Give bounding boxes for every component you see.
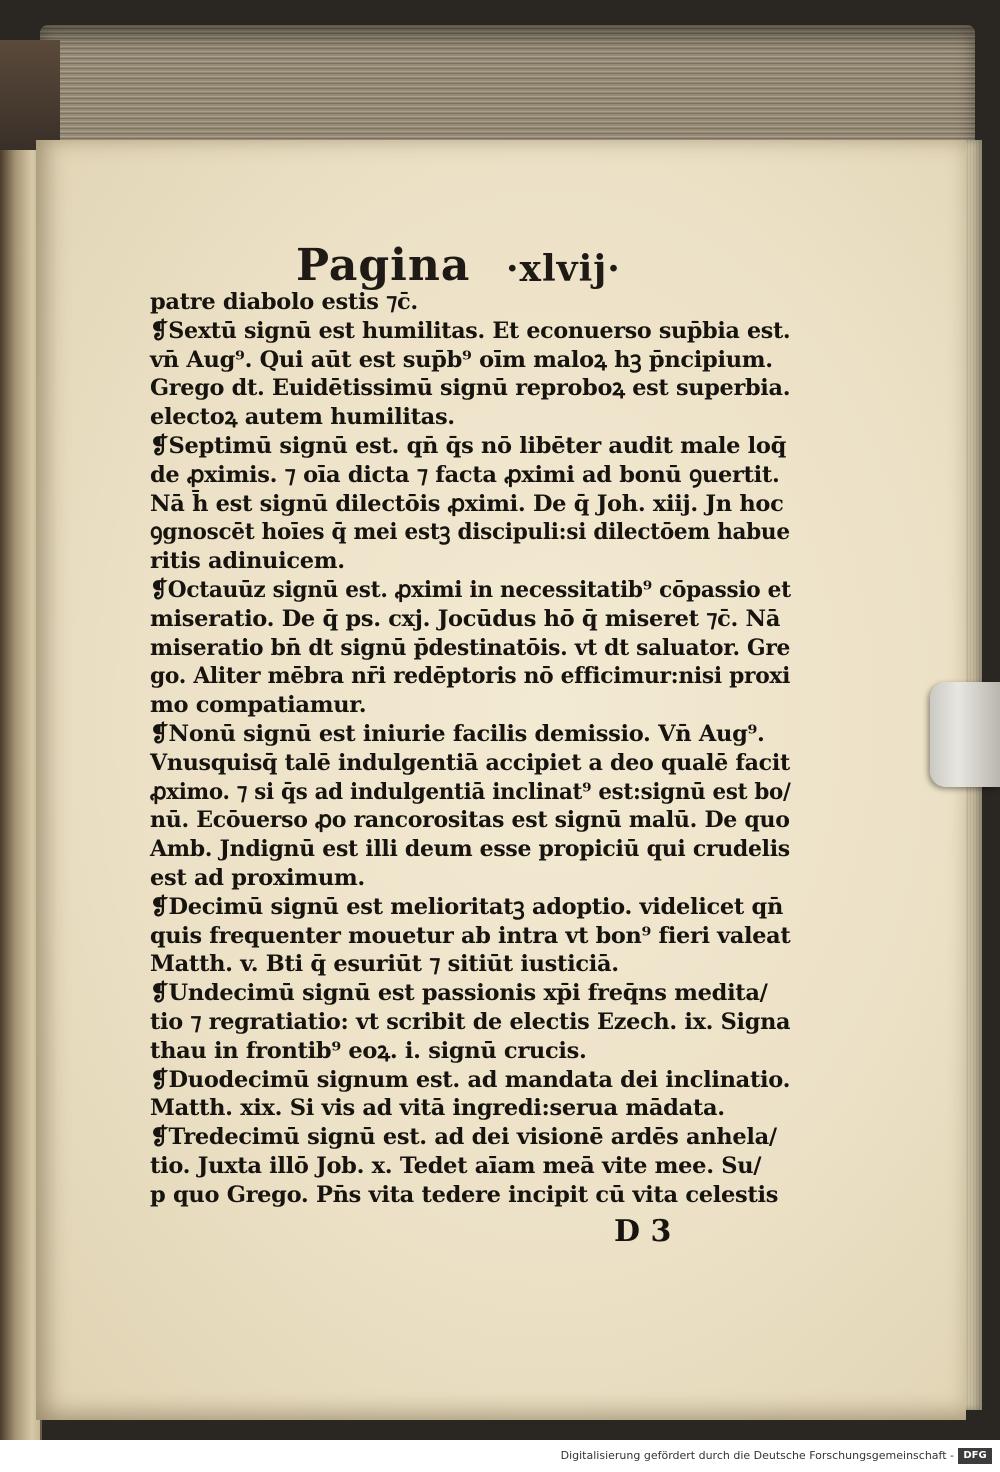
text-line: Matth. v. Bti q̄ esuriūt ⁊ sitiūt iusticiā.: [150, 951, 619, 978]
footer-bar: [0, 1440, 1000, 1472]
funding-credit: Digitalisierung gefördert durch die Deutsche Forschungsgemeinschaft -: [560, 1449, 954, 1462]
text-line: miseratio. De q̄ ps. cxj. Jocūdus hō q̄ miseret ⁊c̄. Nā: [150, 605, 781, 632]
dfg-logo: DFG: [958, 1448, 992, 1464]
text-line: ❡Undecimū signū est passionis xp̄i freq̄ns medita/: [150, 980, 768, 1007]
clip-marker: [930, 682, 1000, 787]
text-line: thau in frontib⁹ eoꝝ. i. signū crucis.: [150, 1037, 587, 1064]
text-line: ❡Decimū signū est melioritatꝫ adoptio. videlicet qn̄: [150, 893, 784, 920]
text-line: mo compatiamur.: [150, 692, 367, 719]
text-line: ❡Duodecimū signum est. ad mandata dei inclinatio.: [150, 1066, 791, 1093]
text-line: nū. Ecōuerso ꝓo rancorositas est signū malū. De quo: [150, 807, 790, 834]
text-line: ❡Octauūz signū est. ꝓximi in necessitatib⁹ cōpassio et: [150, 576, 791, 603]
folio-number: ·xlvij·: [506, 248, 621, 290]
page-stack-top: [40, 25, 975, 155]
text-line: ꝯgnoscēt hoīes q̄ mei estꝫ discipuli:si dilectōem habue: [150, 519, 790, 546]
text-line: Grego dt. Euidētissimū signū reproboꝝ est superbia.: [150, 375, 791, 402]
text-line: ❡Tredecimū signū est. ad dei visionē ardēs anhela/: [150, 1124, 777, 1151]
text-line: miseratio bn̄ dt signū p̄destinatōis. vt dt saluator. Gre: [150, 634, 791, 661]
header-word: Pagina: [296, 240, 471, 291]
text-line: Nā h̄ est signū dilectōis ꝓximi. De q̄ Joh. xiij. Jn hoc: [150, 490, 784, 517]
text-line: ritis adinuicem.: [150, 548, 345, 575]
text-line: Amb. Jndignū est illi deum esse propiciū qui crudelis: [150, 836, 790, 863]
signature-mark: D 3: [614, 1214, 672, 1249]
text-line: Vnusquisq̄ talē indulgentiā accipiet a deo qualē facit: [150, 749, 790, 776]
text-line: de ꝓximis. ⁊ oīa dicta ⁊ facta ꝓximi ad bonū ꝯuertit.: [150, 461, 780, 488]
text-line: ❡Sextū signū est humilitas. Et econuerso sup̄bia est.: [150, 317, 791, 344]
text-block: [150, 288, 790, 1210]
text-line: ❡Septimū signū est. qn̄ q̄s nō libēter audit male loq̄: [150, 432, 787, 459]
text-line: patre diabolo estis ⁊c̄.: [150, 289, 418, 315]
text-line: p quo Grego. Pn̄s vita tedere incipit cū vita celestis: [150, 1181, 779, 1208]
text-line: tio ⁊ regratiatio: vt scribit de electis Ezech. ix. Signa: [150, 1008, 791, 1035]
text-line: vn̄ Aug⁹. Qui aūt est sup̄b⁹ oīm maloꝝ hꝫ p̄ncipium.: [150, 346, 773, 373]
text-line: electoꝝ autem humilitas.: [150, 404, 455, 431]
text-line: quis frequenter mouetur ab intra vt bon⁹ fieri valeat: [150, 922, 791, 949]
text-line: go. Aliter mēbra nr̄i redēptoris nō efficimur:nisi proxi: [150, 663, 791, 690]
text-line: tio. Juxta illō Job. x. Tedet aīam meā vite mee. Su/: [150, 1152, 762, 1179]
text-line: ❡Nonū signū est iniurie facilis demissio. Vn̄ Aug⁹.: [150, 720, 765, 747]
text-line: est ad proximum.: [150, 864, 365, 891]
text-line: ꝓximo. ⁊ si q̄s ad indulgentiā inclinat⁹ est:signū est bo/: [150, 778, 791, 805]
text-line: Matth. xix. Si vis ad vitā ingredi:serua mādata.: [150, 1095, 725, 1122]
